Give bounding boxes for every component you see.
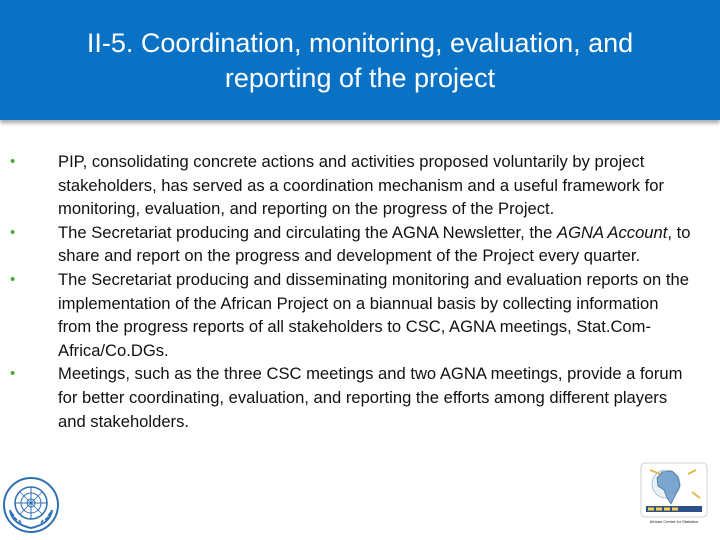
bullet-dot-icon: •: [10, 270, 16, 288]
slide-title: [20, 26, 700, 96]
un-emblem-logo: [2, 476, 60, 534]
bullet-text-3: The Secretariat producing and disseminating monitoring and evaluation reports on the implementation of the African Project on a biannual basis by collecting information from the progress reports of all stakeholders to CSC, AGNA meetings, Stat.Com-Africa/Co.DGs.: [58, 269, 689, 360]
bullet-text-2-post: , to share and report on the progress and development of the Project every quarter.: [58, 222, 691, 266]
bullet-item-1: [10, 150, 695, 221]
bullet-dot-icon: •: [10, 153, 16, 170]
slide-header: [0, 0, 720, 120]
bullet-text-2-italic: AGNA Account: [557, 222, 668, 242]
african-centre-caption: African Centre for Statistics: [649, 519, 699, 524]
bullet-text-1: PIP, consolidating concrete actions and activities proposed voluntarily by project stakeholders, has served as a coordination mechanism and a useful framework for monitoring, evaluation, and reporting on the progress of the Project.: [58, 152, 664, 219]
bullet-text-2-pre: The Secretariat producing and circulating the AGNA Newsletter, the: [58, 222, 558, 242]
bullet-text-4: Meetings, such as the three CSC meetings and two AGNA meetings, provide a forum for better coordinating, evaluation, and reporting the efforts among different players and stakeholders.: [58, 364, 683, 431]
bullet-text-2: [58, 223, 690, 266]
bullet-item-3: [10, 268, 695, 362]
bullet-dot-icon: •: [10, 365, 16, 383]
bullet-item-2: [10, 221, 695, 268]
slide-title-line-1: II-5. Coordination, monitoring, evaluation, and: [86, 28, 634, 58]
bullet-list: [10, 150, 695, 433]
slide-title-line-2: reporting of the project: [224, 63, 496, 93]
un-emblem-icon: [2, 476, 60, 534]
bullet-dot-icon: •: [10, 223, 16, 241]
bullet-item-4: [10, 362, 695, 433]
african-centre-statistics-logo: [640, 462, 708, 534]
african-map-icon: [640, 462, 708, 518]
